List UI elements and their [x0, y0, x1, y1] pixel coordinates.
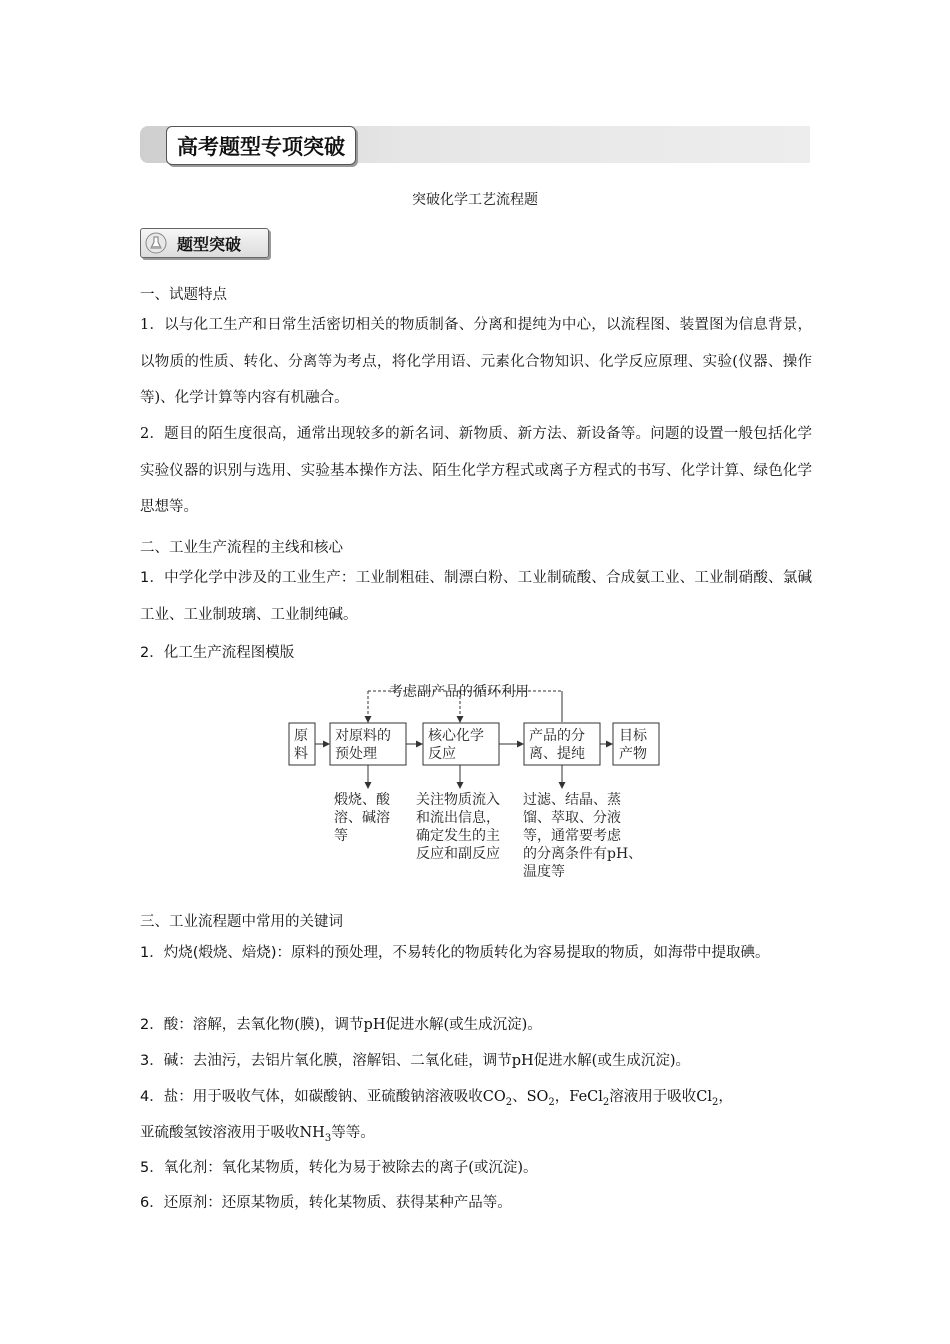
- section-heading-1: 一、试题特点: [140, 287, 227, 303]
- section-tag: [140, 228, 269, 258]
- keyword-2-lead: 2．酸：: [140, 1017, 193, 1033]
- keyword-4-text-c: ，FeCl: [554, 1089, 603, 1105]
- keyword-2-body: 溶解，去氧化物(膜)，调节pH促进水解(或生成沉淀)。: [192, 1017, 542, 1033]
- note2-line2: 溶、碱溶: [334, 810, 390, 826]
- recycle-label: 考虑副产品的循环利用: [389, 684, 529, 700]
- keyword-4-sub-4: 2: [712, 1096, 719, 1108]
- keyword-2: [140, 1007, 812, 1044]
- keyword-4-text-f: 亚硫酸氢铵溶液用于吸收NH: [140, 1125, 325, 1141]
- keyword-5: [140, 1150, 812, 1187]
- keyword-4-lead: 4．盐：: [140, 1089, 193, 1105]
- box4-line2: 离、提纯: [529, 746, 585, 762]
- process-flowchart: [286, 680, 676, 880]
- note4-line1: 过滤、结晶、蒸: [523, 792, 621, 808]
- paragraph-3: [140, 560, 812, 633]
- box5-line2: 产物: [619, 746, 647, 762]
- keyword-4-text-b: 、SO: [512, 1089, 549, 1105]
- note4-line3: 等，通常要考虑: [523, 828, 621, 844]
- paragraph-2: 2．题目的陌生度很高，通常出现较多的新名词、新物质、新方法、新设备等。问题的设置一般包括化学实验仪器的识别与选用、实验基本操作方法、陌生化学方程式或离子方程式的书写、化学计算、绿色化学思想等。: [140, 426, 812, 515]
- box2-line1: 对原料的: [335, 728, 391, 744]
- keyword-4-text-d: 溶液用于吸收Cl: [609, 1089, 712, 1105]
- keyword-1: [140, 935, 812, 972]
- keyword-4-sub-5: 3: [324, 1132, 332, 1144]
- keyword-6: [140, 1185, 812, 1222]
- keyword-4-sub-3: 2: [602, 1096, 610, 1108]
- keyword-4-sub-2: 2: [548, 1096, 555, 1108]
- note4-line4: 的分离条件有pH、: [523, 846, 643, 862]
- section-heading-2: 二、工业生产流程的主线和核心: [140, 540, 343, 556]
- note2-line1: 煅烧、酸: [334, 792, 390, 808]
- note3-line1: 关注物质流入: [416, 792, 500, 808]
- note3-line3: 确定发生的主: [416, 828, 500, 844]
- page-title: 突破化学工艺流程题: [412, 192, 538, 208]
- section-heading-3: 三、工业流程题中常用的关键词: [140, 914, 343, 930]
- box4-line1: 产品的分: [529, 728, 585, 744]
- paragraph-3-body: 工业制粗硅、制漂白粉、工业制硫酸、合成氨工业、工业制硝酸、氯碱工业、工业制玻璃、工业制纯碱。: [140, 570, 812, 623]
- note2-line3: 等: [334, 828, 348, 844]
- box3-line1: 核心化学: [428, 728, 484, 744]
- note3-line2: 和流出信息，: [416, 810, 500, 826]
- keyword-4-text-g: 等等。: [331, 1125, 375, 1141]
- keyword-3: [140, 1043, 812, 1080]
- flowchart-caption: 2．化工生产流程图模版: [140, 645, 295, 661]
- keyword-4-sub-1: 2: [505, 1096, 513, 1108]
- box1-line1: 原: [294, 728, 308, 744]
- note3-line4: 反应和副反应: [416, 846, 500, 862]
- keyword-3-lead: 3．碱：: [140, 1053, 193, 1069]
- note4-line2: 馏、萃取、分液: [523, 810, 621, 826]
- keyword-5-lead: 5．氧化剂：: [140, 1160, 222, 1176]
- keyword-6-body: 还原某物质，转化某物质、获得某种产品等。: [221, 1195, 512, 1211]
- box2-line2: 预处理: [335, 746, 377, 762]
- box1-line2: 料: [294, 746, 308, 762]
- paragraph-3-lead: 1．中学化学中涉及的工业生产：: [140, 570, 356, 586]
- keyword-1-lead: 1．灼烧(煅烧、焙烧)：: [140, 945, 292, 961]
- banner-title: 高考题型专项突破: [166, 126, 356, 165]
- keyword-4-text-e: ，: [718, 1089, 733, 1105]
- box5-line1: 目标: [619, 728, 647, 744]
- keyword-5-body: 氧化某物质，转化为易于被除去的离子(或沉淀)。: [221, 1160, 538, 1176]
- keyword-6-lead: 6．还原剂：: [140, 1195, 222, 1211]
- flask-icon: [143, 230, 169, 256]
- keyword-1-body: 原料的预处理，不易转化的物质转化为容易提取的物质，如海带中提取碘。: [291, 945, 770, 961]
- box3-line2: 反应: [428, 746, 456, 762]
- keyword-3-body: 去油污，去铝片氧化膜，溶解铝、二氧化硅，调节pH促进水解(或生成沉淀)。: [192, 1053, 690, 1069]
- section-tag-label: 题型突破: [177, 234, 242, 254]
- note4-line5: 温度等: [523, 864, 565, 880]
- paragraph-1: 1．以与化工生产和日常生活密切相关的物质制备、分离和提纯为中心，以流程图、装置图为信息背景，以物质的性质、转化、分离等为考点，将化学用语、元素化合物知识、化学反应原理、实验(仪器、操作等)、化学计算等内容有机融合。: [140, 317, 812, 406]
- keyword-4-text-a: 用于吸收气体，如碳酸钠、亚硫酸钠溶液吸收CO: [192, 1089, 506, 1105]
